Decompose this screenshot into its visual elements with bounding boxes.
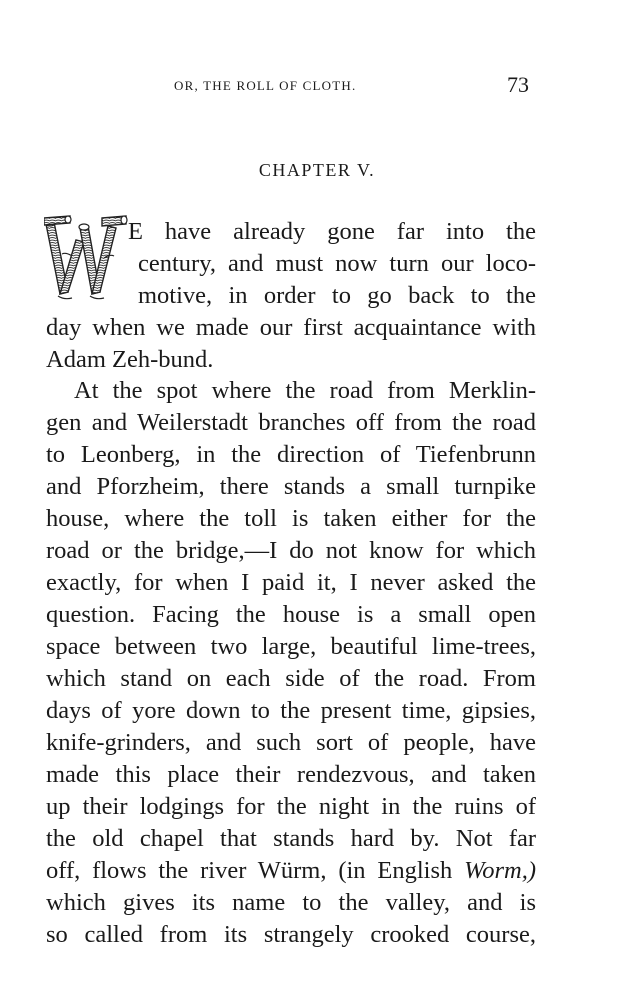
text-line-3: motive, in order to go back to the <box>138 282 536 309</box>
text-line-22: which gives its name to the valley, and is <box>46 889 536 916</box>
text-line-18: made this place their rendezvous, and taken <box>46 761 536 788</box>
text-line-15: which stand on each side of the road. From <box>46 665 536 692</box>
text-line-21 <box>46 855 536 886</box>
text-line-5: Adam Zeh-bund. <box>46 346 214 373</box>
text-line-6: At the spot where the road from Merklin- <box>74 377 536 404</box>
text-line-14: space between two large, beautiful lime-trees, <box>46 633 536 660</box>
text-line-7: gen and Weilerstadt branches off from the road <box>46 409 536 436</box>
text-line-21-italic: Worm,) <box>464 857 536 884</box>
text-line-13: question. Facing the house is a small open <box>46 601 536 628</box>
chapter-heading: CHAPTER V. <box>258 160 376 180</box>
text-line-10: house, where the toll is taken either for the <box>46 505 536 532</box>
text-line-20: the old chapel that stands hard by. Not far <box>46 825 536 852</box>
running-head <box>0 74 634 98</box>
text-line-8: to Leonberg, in the direction of Tiefenbrunn <box>46 441 536 468</box>
text-line-19: up their lodgings for the night in the ruins of <box>46 793 536 820</box>
text-line-11: road or the bridge,—I do not know for which <box>46 537 536 564</box>
text-line-16: days of yore down to the present time, gipsies, <box>46 697 536 724</box>
drop-cap-w <box>44 212 128 302</box>
text-line-4: day when we made our first acquaintance with <box>46 314 536 341</box>
text-line-2: century, and must now turn our loco- <box>138 250 536 277</box>
text-line-17: knife-grinders, and such sort of people, have <box>46 729 536 756</box>
text-line-9: and Pforzheim, there stands a small turnpike <box>46 473 536 500</box>
running-title: OR, THE ROLL OF CLOTH. <box>174 78 357 93</box>
text-line-21-roman: off, flows the river Würm, (in English <box>46 857 465 884</box>
text-line-23: so called from its strangely crooked course, <box>46 921 536 948</box>
page-number: 73 <box>507 72 529 97</box>
text-line-12: exactly, for when I paid it, I never asked the <box>46 569 536 596</box>
text-line-1: E have already gone far into the <box>128 218 536 245</box>
